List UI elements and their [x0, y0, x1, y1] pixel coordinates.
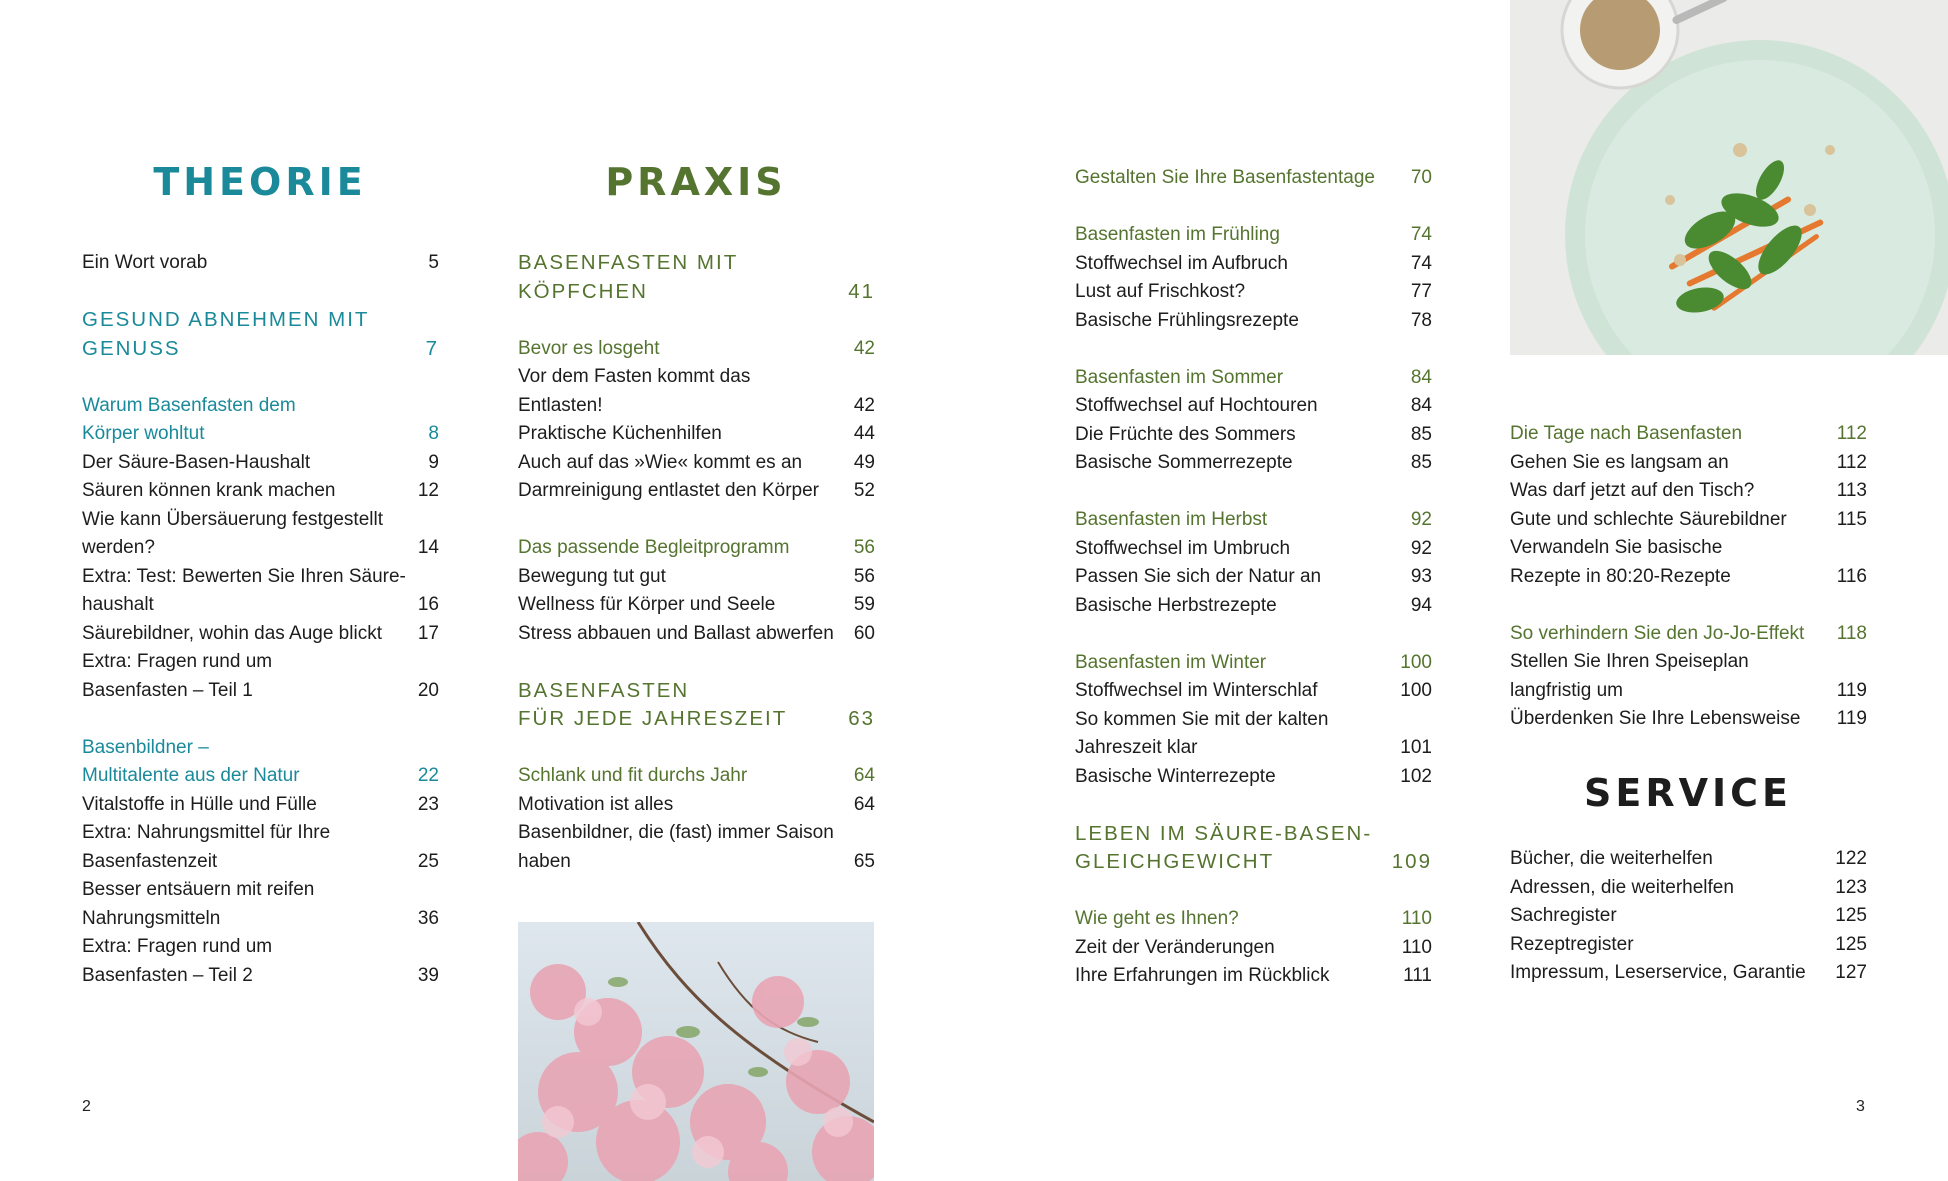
toc-entry-title: Überdenken Sie Ihre Lebensweise	[1510, 708, 1801, 729]
toc-entry-page: 84	[1410, 395, 1432, 416]
toc-entry-title: Säuren können krank machen	[82, 480, 336, 501]
page-number-left: 2	[82, 1098, 91, 1115]
toc-entry	[82, 962, 439, 991]
toc-service	[1510, 845, 1867, 988]
toc-entry-title: So kommen Sie mit der kalten	[1075, 708, 1329, 730]
toc-entry	[518, 762, 875, 791]
toc-spacer	[1510, 591, 1867, 620]
toc-section-heading	[1075, 820, 1432, 849]
toc-entry-page: 63	[848, 707, 875, 730]
toc-entry	[82, 392, 439, 421]
toc-entry	[82, 848, 439, 877]
toc-entry-title: Stoffwechsel auf Hochtouren	[1075, 395, 1318, 416]
toc-entry	[518, 335, 875, 364]
toc-entry-title: Darmreinigung entlastet den Körper	[518, 480, 820, 501]
toc-spacer	[1075, 478, 1432, 507]
toc-entry-page: 116	[1836, 565, 1867, 587]
toc-entry-page: 17	[417, 622, 439, 644]
toc-entry-page: 112	[1836, 451, 1867, 473]
toc-entry-title: Basenbildner, die (fast) immer Saison	[518, 822, 834, 843]
toc-entry-page: 42	[853, 337, 875, 359]
toc-entry-page: 77	[1410, 281, 1432, 302]
toc-entry	[82, 591, 439, 620]
toc-entry-page: 64	[853, 793, 875, 815]
toc-entry-title: Stoffwechsel im Umbruch	[1075, 537, 1291, 559]
toc-entry-page: 110	[1401, 936, 1432, 958]
toc-entry-title: Vitalstoffe in Hülle und Fülle	[82, 793, 317, 815]
toc-entry-title: BASENFASTEN	[518, 678, 690, 702]
toc-entry-title: Der Säure-Basen-Haushalt	[82, 451, 311, 473]
toc-entry-title: Verwandeln Sie basische	[1510, 537, 1723, 558]
praxis-heading: PRAXIS	[605, 160, 787, 204]
toc-entry	[1075, 563, 1432, 592]
toc-entry-page: 84	[1410, 366, 1432, 388]
toc-theorie	[82, 249, 439, 990]
toc-entry-title: Was darf jetzt auf den Tisch?	[1510, 480, 1755, 501]
toc-entry-title: Die Tage nach Basenfasten	[1510, 423, 1743, 444]
toc-entry	[82, 620, 439, 649]
toc-entry-title: So verhindern Sie den Jo-Jo-Effekt	[1510, 622, 1805, 644]
toc-entry	[82, 449, 439, 478]
toc-entry	[1075, 592, 1432, 621]
toc-entry-title: Das passende Begleitprogramm	[518, 537, 790, 558]
toc-entry-page: 56	[853, 565, 875, 587]
toc-entry-page: 70	[1410, 167, 1432, 188]
cherry-blossom-photo	[518, 922, 874, 1181]
toc-entry-title: Basenfasten im Winter	[1075, 651, 1267, 673]
toc-entry-title: Stellen Sie Ihren Speiseplan	[1510, 651, 1749, 672]
toc-section-heading	[518, 677, 875, 706]
toc-entry-title: Basenfasten – Teil 2	[82, 964, 253, 986]
toc-entry	[1075, 734, 1432, 763]
toc-entry-title: Impressum, Leserservice, Garantie	[1510, 962, 1806, 983]
toc-entry-page: 78	[1410, 309, 1432, 331]
toc-entry-page: 118	[1836, 622, 1867, 644]
toc-entry	[518, 848, 875, 877]
toc-spacer	[518, 306, 875, 335]
toc-entry	[1510, 648, 1867, 677]
toc-entry	[1510, 931, 1867, 960]
toc-entry-page: 22	[417, 765, 439, 786]
toc-section-heading	[518, 249, 875, 278]
toc-entry	[82, 791, 439, 820]
toc-entry-page: 112	[1836, 423, 1867, 444]
toc-entry-title: Lust auf Frischkost?	[1075, 281, 1246, 302]
toc-spacer	[1075, 620, 1432, 649]
toc-entry-title: Zeit der Veränderungen	[1075, 936, 1275, 958]
toc-entry-page: 92	[1410, 537, 1432, 559]
toc-entry	[518, 591, 875, 620]
toc-entry-page: 23	[417, 793, 439, 815]
toc-entry	[1075, 535, 1432, 564]
toc-entry-title: Bewegung tut gut	[518, 565, 666, 587]
toc-section-heading	[518, 705, 875, 734]
toc-entry-page: 125	[1835, 933, 1867, 955]
toc-entry-title: Sachregister	[1510, 905, 1617, 926]
toc-spacer	[82, 363, 439, 392]
toc-entry-title: Wellness für Körper und Seele	[518, 594, 776, 615]
toc-entry	[82, 563, 439, 592]
toc-entry-page: 20	[417, 679, 439, 701]
toc-entry-title: Stoffwechsel im Aufbruch	[1075, 252, 1288, 274]
toc-entry-page: 9	[428, 451, 439, 473]
toc-entry-title: werden?	[82, 537, 155, 558]
toc-entry	[1075, 449, 1432, 478]
toc-entry-title: Multitalente aus der Natur	[82, 765, 300, 786]
toc-nach-basenfasten	[1510, 420, 1867, 734]
toc-entry-page: 41	[848, 279, 875, 303]
toc-entry	[1075, 677, 1432, 706]
toc-entry	[1510, 506, 1867, 535]
toc-entry-title: GESUND ABNEHMEN MIT	[82, 308, 370, 331]
toc-entry	[1075, 962, 1432, 991]
toc-entry	[1075, 763, 1432, 792]
toc-entry	[82, 876, 439, 905]
toc-entry-title: Basenfastenzeit	[82, 850, 218, 872]
toc-entry	[1075, 221, 1432, 250]
toc-section-heading	[518, 278, 875, 307]
toc-entry	[1510, 477, 1867, 506]
toc-entry-title: BASENFASTEN MIT	[518, 251, 739, 274]
toc-spacer	[1075, 193, 1432, 222]
toc-entry-title: Ihre Erfahrungen im Rückblick	[1075, 965, 1330, 986]
toc-entry-title: Stoffwechsel im Winterschlaf	[1075, 680, 1318, 701]
toc-entry-title: Wie kann Übersäuerung festgestellt	[82, 508, 383, 530]
theorie-heading: THEORIE	[153, 160, 367, 204]
toc-entry	[1510, 677, 1867, 706]
toc-entry-page: 49	[853, 451, 875, 473]
toc-entry	[82, 477, 439, 506]
toc-entry	[1075, 278, 1432, 307]
toc-entry-page: 122	[1835, 848, 1867, 869]
toc-entry-page: 123	[1835, 876, 1867, 898]
toc-spacer	[518, 648, 875, 677]
toc-entry-title: Wie geht es Ihnen?	[1075, 908, 1239, 929]
toc-entry	[82, 819, 439, 848]
toc-entry	[82, 534, 439, 563]
toc-entry	[1510, 902, 1867, 931]
toc-entry-title: Stress abbauen und Ballast abwerfen	[518, 622, 834, 644]
page-number-right: 3	[1856, 1098, 1865, 1115]
toc-entry	[1075, 250, 1432, 279]
toc-entry-page: 8	[428, 423, 439, 444]
toc-entry-page: 56	[853, 537, 875, 558]
toc-entry-page: 119	[1836, 708, 1867, 729]
toc-entry-title: Praktische Küchenhilfen	[518, 423, 722, 444]
toc-entry	[1510, 563, 1867, 592]
toc-entry-title: Die Früchte des Sommers	[1075, 423, 1296, 445]
toc-entry-title: LEBEN IM SÄURE-BASEN-	[1075, 821, 1373, 845]
toc-entry-title: Extra: Test: Bewerten Sie Ihren Säure-	[82, 565, 406, 587]
toc-entry-page: 93	[1410, 566, 1432, 587]
toc-entry-title: haushalt	[82, 594, 154, 615]
toc-entry	[1510, 705, 1867, 734]
toc-entry	[518, 620, 875, 649]
toc-entry-page: 85	[1410, 423, 1432, 445]
toc-entry-page: 127	[1835, 962, 1867, 983]
toc-entry-title: Entlasten!	[518, 394, 603, 416]
toc-entry-title: Besser entsäuern mit reifen	[82, 879, 315, 900]
toc-entry	[82, 905, 439, 934]
toc-entry	[1075, 706, 1432, 735]
toc-entry-title: Bücher, die weiterhelfen	[1510, 848, 1713, 869]
toc-entry-page: 44	[853, 423, 875, 444]
toc-spacer	[518, 506, 875, 535]
toc-entry	[1075, 934, 1432, 963]
toc-entry-page: 101	[1400, 737, 1432, 758]
toc-entry	[82, 933, 439, 962]
toc-entry-title: Adressen, die weiterhelfen	[1510, 876, 1734, 898]
toc-section-heading	[82, 306, 439, 335]
toc-entry	[1075, 905, 1432, 934]
toc-entry	[1075, 649, 1432, 678]
toc-entry-page: 25	[417, 850, 439, 872]
service-heading: SERVICE	[1584, 771, 1792, 815]
toc-spacer	[82, 705, 439, 734]
toc-entry	[1075, 164, 1432, 193]
toc-spacer	[518, 734, 875, 763]
toc-entry	[1510, 420, 1867, 449]
toc-entry-title: Motivation ist alles	[518, 793, 674, 815]
toc-entry-page: 52	[853, 480, 875, 501]
toc-entry-title: Extra: Nahrungsmittel für Ihre	[82, 822, 331, 843]
toc-entry	[1075, 421, 1432, 450]
toc-entry	[1510, 449, 1867, 478]
toc-entry	[1510, 620, 1867, 649]
toc-entry	[82, 734, 439, 763]
toc-entry-title: Vor dem Fasten kommt das	[518, 366, 751, 387]
toc-entry	[518, 534, 875, 563]
toc-entry	[518, 819, 875, 848]
toc-entry-title: FÜR JEDE JAHRESZEIT	[518, 707, 788, 730]
toc-entry-page: 92	[1410, 509, 1432, 530]
toc-entry-page: 74	[1410, 252, 1432, 274]
toc-entry-page: 65	[853, 850, 875, 872]
toc-entry-title: Basische Herbstrezepte	[1075, 594, 1277, 616]
toc-spacer	[1075, 335, 1432, 364]
toc-entry-title: Extra: Fragen rund um	[82, 651, 273, 672]
toc-entry-title: Basische Winterrezepte	[1075, 765, 1276, 787]
toc-entry	[518, 563, 875, 592]
toc-entry-page: 100	[1400, 680, 1432, 701]
toc-entry-page: 36	[417, 907, 439, 929]
toc-entry	[518, 363, 875, 392]
toc-entry	[1510, 845, 1867, 874]
toc-entry-title: Körper wohltut	[82, 423, 205, 444]
toc-entry-title: Schlank und fit durchs Jahr	[518, 765, 748, 786]
toc-entry-title: Extra: Fragen rund um	[82, 936, 273, 957]
toc-entry-page: 64	[853, 765, 875, 786]
toc-entry	[82, 249, 439, 278]
toc-entry-title: Basische Sommerrezepte	[1075, 452, 1293, 473]
toc-spacer	[1075, 791, 1432, 820]
toc-entry	[518, 791, 875, 820]
toc-entry-page: 110	[1401, 908, 1432, 929]
toc-entry-title: Gestalten Sie Ihre Basenfastentage	[1075, 167, 1375, 188]
toc-entry-page: 59	[853, 594, 875, 615]
toc-entry-title: Ein Wort vorab	[82, 252, 208, 273]
toc-entry-page: 115	[1836, 508, 1867, 530]
toc-entry-page: 16	[417, 594, 439, 615]
toc-entry-page: 94	[1410, 594, 1432, 616]
toc-entry	[1075, 392, 1432, 421]
toc-entry	[1075, 506, 1432, 535]
toc-entry-page: 85	[1410, 452, 1432, 473]
toc-entry	[518, 420, 875, 449]
toc-entry	[1075, 364, 1432, 393]
toc-entry-title: Basenfasten im Sommer	[1075, 366, 1284, 388]
toc-entry-title: Basenbildner –	[82, 736, 209, 758]
toc-entry-page: 109	[1391, 850, 1432, 873]
toc-entry-title: Gute und schlechte Säurebildner	[1510, 508, 1787, 530]
toc-entry-title: Basenfasten – Teil 1	[82, 679, 253, 701]
toc-entry-title: Jahreszeit klar	[1075, 737, 1198, 758]
toc-entry-page: 12	[417, 480, 439, 501]
toc-entry-title: Rezeptregister	[1510, 933, 1634, 955]
toc-entry-page: 60	[853, 622, 875, 644]
toc-entry	[1510, 534, 1867, 563]
toc-entry-page: 5	[428, 252, 439, 273]
toc-section-heading	[82, 335, 439, 364]
toc-entry-page: 111	[1403, 965, 1432, 986]
toc-entry-page: 39	[417, 964, 439, 986]
toc-entry-title: GLEICHGEWICHT	[1075, 850, 1275, 873]
toc-entry-title: Basenfasten im Herbst	[1075, 509, 1268, 530]
toc-entry-title: Rezepte in 80:20-Rezepte	[1510, 565, 1731, 587]
toc-entry	[82, 677, 439, 706]
toc-entry-title: Auch auf das »Wie« kommt es an	[518, 451, 803, 473]
toc-entry-page: 119	[1836, 679, 1867, 701]
toc-entry-page: 125	[1835, 905, 1867, 926]
toc-entry	[1075, 307, 1432, 336]
toc-entry-page: 14	[417, 537, 439, 558]
toc-entry-title: Warum Basenfasten dem	[82, 394, 296, 416]
toc-entry-title: Säurebildner, wohin das Auge blickt	[82, 622, 382, 644]
toc-entry-title: KÖPFCHEN	[518, 279, 648, 303]
toc-entry-title: Basische Frühlingsrezepte	[1075, 309, 1299, 331]
toc-entry-title: Bevor es losgeht	[518, 337, 660, 359]
toc-entry-page: 113	[1836, 480, 1867, 501]
toc-entry	[518, 477, 875, 506]
toc-entry	[1510, 959, 1867, 988]
toc-entry-title: haben	[518, 850, 571, 872]
toc-entry	[82, 420, 439, 449]
salad-plate-photo	[1510, 0, 1948, 355]
toc-entry	[518, 392, 875, 421]
toc-entry-title: Nahrungsmitteln	[82, 907, 221, 929]
toc-entry	[518, 449, 875, 478]
toc-jahreszeiten	[1075, 164, 1432, 991]
toc-entry-page: 7	[425, 336, 439, 360]
toc-praxis	[518, 249, 875, 876]
toc-section-heading	[1075, 848, 1432, 877]
toc-entry-title: langfristig um	[1510, 679, 1623, 701]
toc-entry-title: Passen Sie sich der Natur an	[1075, 566, 1322, 587]
toc-spacer	[82, 278, 439, 307]
toc-entry-page: 100	[1400, 651, 1432, 673]
toc-entry-title: Basenfasten im Frühling	[1075, 224, 1280, 245]
toc-entry-title: Gehen Sie es langsam an	[1510, 451, 1729, 473]
toc-entry	[1510, 874, 1867, 903]
toc-entry-page: 102	[1400, 765, 1432, 787]
toc-entry	[82, 506, 439, 535]
toc-entry	[82, 762, 439, 791]
toc-entry-page: 74	[1410, 224, 1432, 245]
toc-entry-title: GENUSS	[82, 336, 181, 360]
toc-entry-page: 42	[853, 394, 875, 416]
toc-spacer	[1075, 877, 1432, 906]
toc-entry	[82, 648, 439, 677]
